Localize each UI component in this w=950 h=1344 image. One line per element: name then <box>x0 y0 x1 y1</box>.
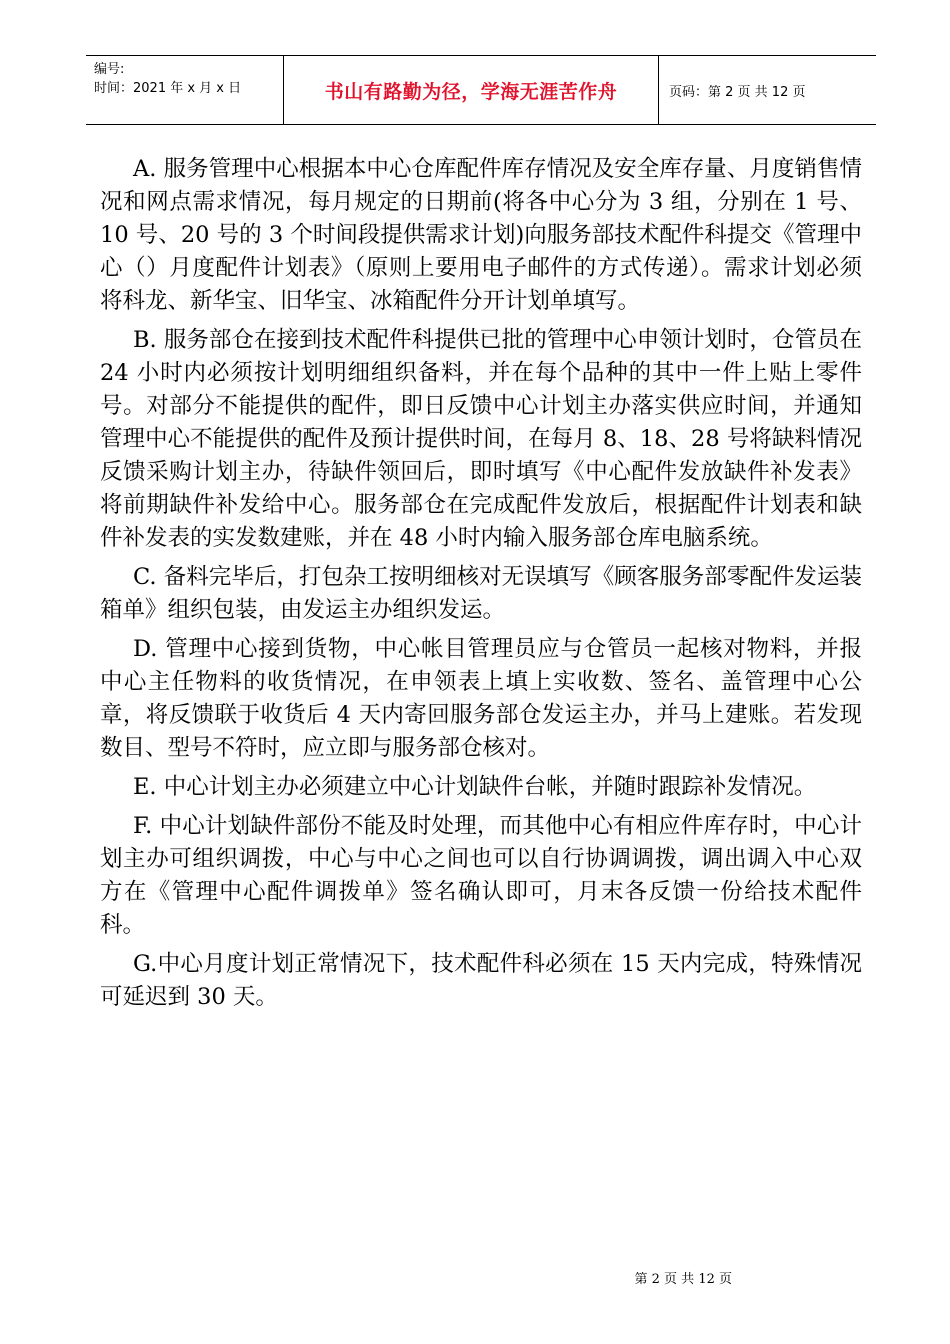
paragraph-e: E. 中心计划主办必须建立中心计划缺件台帐，并随时跟踪补发情况。 <box>133 774 817 800</box>
document-time-label: 时间：2021 年 x 月 x 日 <box>94 81 242 96</box>
paragraph-f: F. 中心计划缺件部份不能及时处理，而其他中心有相应件库存时，中心计划主办可组织调拨，中心与中心之间也可以自行协调调拨，调出调入中心双方在《管理中心配件调拨单》签名确认即可，月末各反馈一份给技术配件科。 <box>100 813 862 938</box>
paragraph-c: C. 备料完毕后，打包杂工按明细核对无误填写《顾客服务部零配件发运装箱单》组织包装，由发运主办组织发运。 <box>100 564 862 623</box>
page-footer: 第 2 页 共 12 页 <box>634 1272 732 1287</box>
header-page-number: 页码：第 2 页 共 12 页 <box>669 84 806 100</box>
header-meta <box>86 56 284 124</box>
document-body <box>100 153 862 1020</box>
paragraph-a: A. 服务管理中心根据本中心仓库配件库存情况及安全库存量、月度销售情况和网点需求情况，每月规定的日期前(将各中心分为 3 组，分别在 1 号、10 号、20 号的 3 个时间段提供需求计划)向服务部技术配件科提交《管理中心（）月度配件计划表》（原则上要用电子邮件的方式传递）。需求计划必须将科龙、新华宝、旧华宝、冰箱配件分开计划单填写。 <box>100 156 862 314</box>
header-motto: 书山有路勤为径，学海无涯苦作舟 <box>284 56 659 124</box>
paragraph-d: D. 管理中心接到货物，中心帐目管理员应与仓管员一起核对物料，并报中心主任物料的收货情况，在申领表上填上实收数、签名、盖管理中心公章，将反馈联于收货后 4 天内寄回服务部仓发运主办，并马上建账。若发现数目、型号不符时，应立即与服务部仓核对。 <box>100 636 862 761</box>
page-header <box>86 55 876 125</box>
paragraph-b: B. 服务部仓在接到技术配件科提供已批的管理中心申领计划时，仓管员在 24 小时内必须按计划明细组织备料，并在每个品种的其中一件上贴上零件号。对部分不能提供的配件，即日反馈中心计划主办落实供应时间，并通知管理中心不能提供的配件及预计提供时间，在每月 8、18、28 号将缺料情况反馈采购计划主办，待缺件领回后，即时填写《中心配件发放缺件补发表》将前期缺件补发给中心。服务部仓在完成配件发放后，根据配件计划表和缺件补发表的实发数建账，并在 48 小时内输入服务部仓库电脑系统。 <box>100 327 862 551</box>
paragraph-g: G.中心月度计划正常情况下，技术配件科必须在 15 天内完成，特殊情况可延迟到 30 天。 <box>100 951 862 1010</box>
document-number-label: 编号: <box>94 62 125 77</box>
